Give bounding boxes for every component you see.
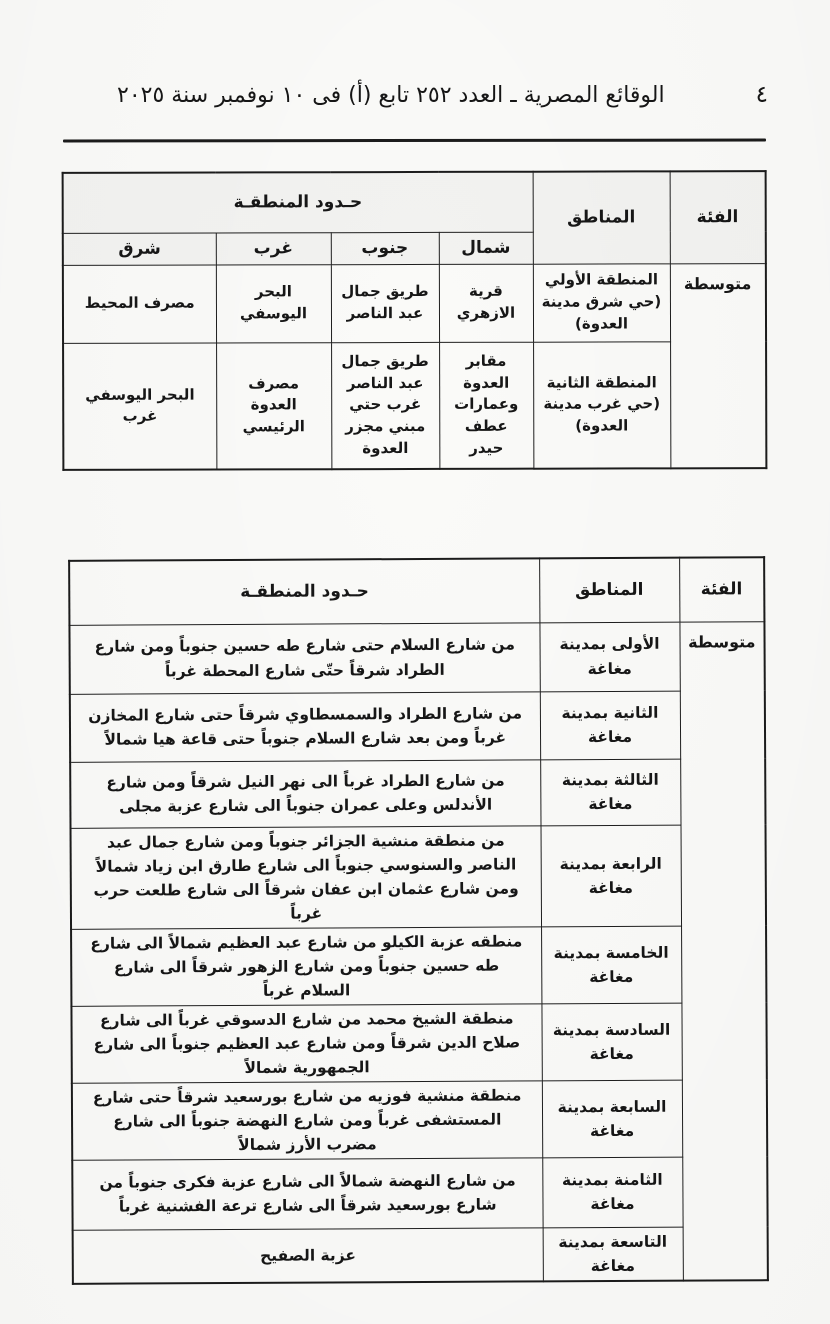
table-row: [69, 621, 764, 694]
table2-row6-region: السادسة بمدينة مغاغة: [541, 1003, 681, 1081]
table1-row1-east: مصرف المحيط: [63, 265, 216, 343]
table2-header-boundaries: حـدود المنطقـة: [69, 558, 539, 624]
table2-header-row: [69, 557, 764, 625]
header-divider-rule: [63, 139, 766, 143]
table2-row7-boundary: منطقة منشية فوزيه من شارع بورسعيد شرقاً حتى شارع المستشفى غرباً ومن شارع النهضة جنوباً الى شارع مضرب الأرز شمالاً: [72, 1081, 542, 1161]
table-row: [73, 1226, 768, 1283]
table1-category-value: متوسطة: [670, 263, 767, 468]
table1-row1-south: طريق جمال عبد الناصر: [331, 264, 439, 342]
table1-header-west: غرب: [216, 232, 331, 264]
table1-header-south: جنوب: [331, 232, 439, 264]
table2-row5-region: الخامسة بمدينة مغاغة: [541, 926, 681, 1004]
table2-row2-boundary: من شارع الطراد والسمسطاوي شرقاً حتى شارع المخازن غرباً ومن بعد شارع السلام جنوباً حتى قاعة هيا شمالاً: [70, 691, 540, 761]
table1-header-north: شمال: [439, 232, 533, 264]
table2-row3-boundary: من شارع الطراد غرباً الى نهر النيل شرقاً ومن شارع الأندلس وعلى عمران جنوباً الى شارع عزبة مجلى: [70, 759, 540, 827]
table1-row2-south: طريق جمال عبد الناصر غرب حتي مبني مجزر العدوة: [331, 342, 439, 469]
table2-row6-boundary: منطقة الشيخ محمد من شارع الدسوقي غرباً الى شارع صلاح الدين شرقاً ومن شارع عبد العظيم جنوباً الى شارع الجمهورية شمالاً: [71, 1003, 541, 1083]
table1-header-row: [63, 171, 766, 233]
table2-row4-boundary: من منطقة منشية الجزائر جنوباً ومن شارع جمال عبد الناصر والسنوسي جنوباً الى شارع طارق ابن زياد شمالاً ومن شارع عثمان ابن عفان شرقاً الى شارع طلعت حرب غرباً: [71, 825, 542, 929]
table1-row2-north: مقابر العدوة وعمارات عطف حيدر: [439, 342, 533, 469]
table1-header-category: الفئة: [670, 171, 766, 263]
gazette-header-title: الوقائع المصرية ـ العدد ٢٥٢ تابع (أ) فى ١٠ نوفمبر سنة ٢٠٢٥: [117, 82, 665, 109]
table2-row8-region: الثامنة بمدينة مغاغة: [542, 1157, 682, 1228]
table2-row5-boundary: منطقه عزبة الكيلو من شارع عبد العظيم شمالاً الى شارع طه حسين جنوباً ومن شارع الزهور شرقاً الى شارع السلام غرباً: [71, 926, 541, 1006]
table1-row2-west: مصرف العدوة الرئيسي: [216, 342, 331, 469]
table1-row1-west: البحر اليوسفي: [216, 264, 331, 342]
table-row: [71, 1002, 766, 1083]
table1-header-regions: المناطق: [533, 171, 670, 263]
districts-boundaries-table-adwa: [62, 170, 768, 471]
page-header: [60, 82, 768, 108]
table2-row9-boundary: عزبة الصفيح: [73, 1228, 543, 1284]
table-row: [72, 1079, 767, 1160]
table2-row2-region: الثانية بمدينة مغاغة: [540, 691, 680, 760]
table2-row1-boundary: من شارع السلام حتى شارع طه حسين جنوباً ومن شارع الطراد شرقاً حتّى شارع المحطة غرباً: [69, 622, 539, 693]
table2-row1-region: الأولى بمدينة مغاغة: [539, 622, 679, 692]
table-row: [72, 1156, 767, 1230]
table1-row2-region: المنطقة الثانية (حي غرب مدينة العدوة): [533, 341, 670, 468]
districts-boundaries-table-maghagha: [68, 556, 769, 1284]
table-row: [63, 263, 766, 343]
table1-row2-east: البحر اليوسفي غرب: [63, 343, 216, 470]
table2-row8-boundary: من شارع النهضة شمالاً الى شارع عزبة فكرى جنوباً من شارع بورسعيد شرقاً الى شارع ترعة الفشنية غرباً: [72, 1158, 542, 1230]
table2-header-regions: المناطق: [539, 558, 679, 623]
table1-row1-region: المنطقة الأولي (حي شرق مدينة العدوة): [533, 263, 670, 341]
table-row: [71, 824, 767, 929]
table1-row1-north: قرية الازهري: [439, 264, 533, 342]
table-row: [70, 758, 765, 828]
table-row: [71, 925, 766, 1006]
page-number: ٤: [755, 82, 768, 108]
table2-header-category: الفئة: [679, 557, 764, 621]
table2-category-value: متوسطة: [679, 621, 767, 1280]
table-row: [63, 341, 766, 470]
table2-row9-region: التاسعة بمدينة مغاغة: [543, 1227, 683, 1281]
table1-header-boundaries: حـدود المنطقـة: [63, 172, 533, 233]
table2-row3-region: الثالثة بمدينة مغاغة: [540, 759, 680, 826]
table1-header-east: شرق: [63, 233, 216, 265]
table-row: [70, 690, 765, 762]
table2-row4-region: الرابعة بمدينة مغاغة: [541, 825, 682, 927]
table2-row7-region: السابعة بمدينة مغاغة: [542, 1080, 682, 1158]
